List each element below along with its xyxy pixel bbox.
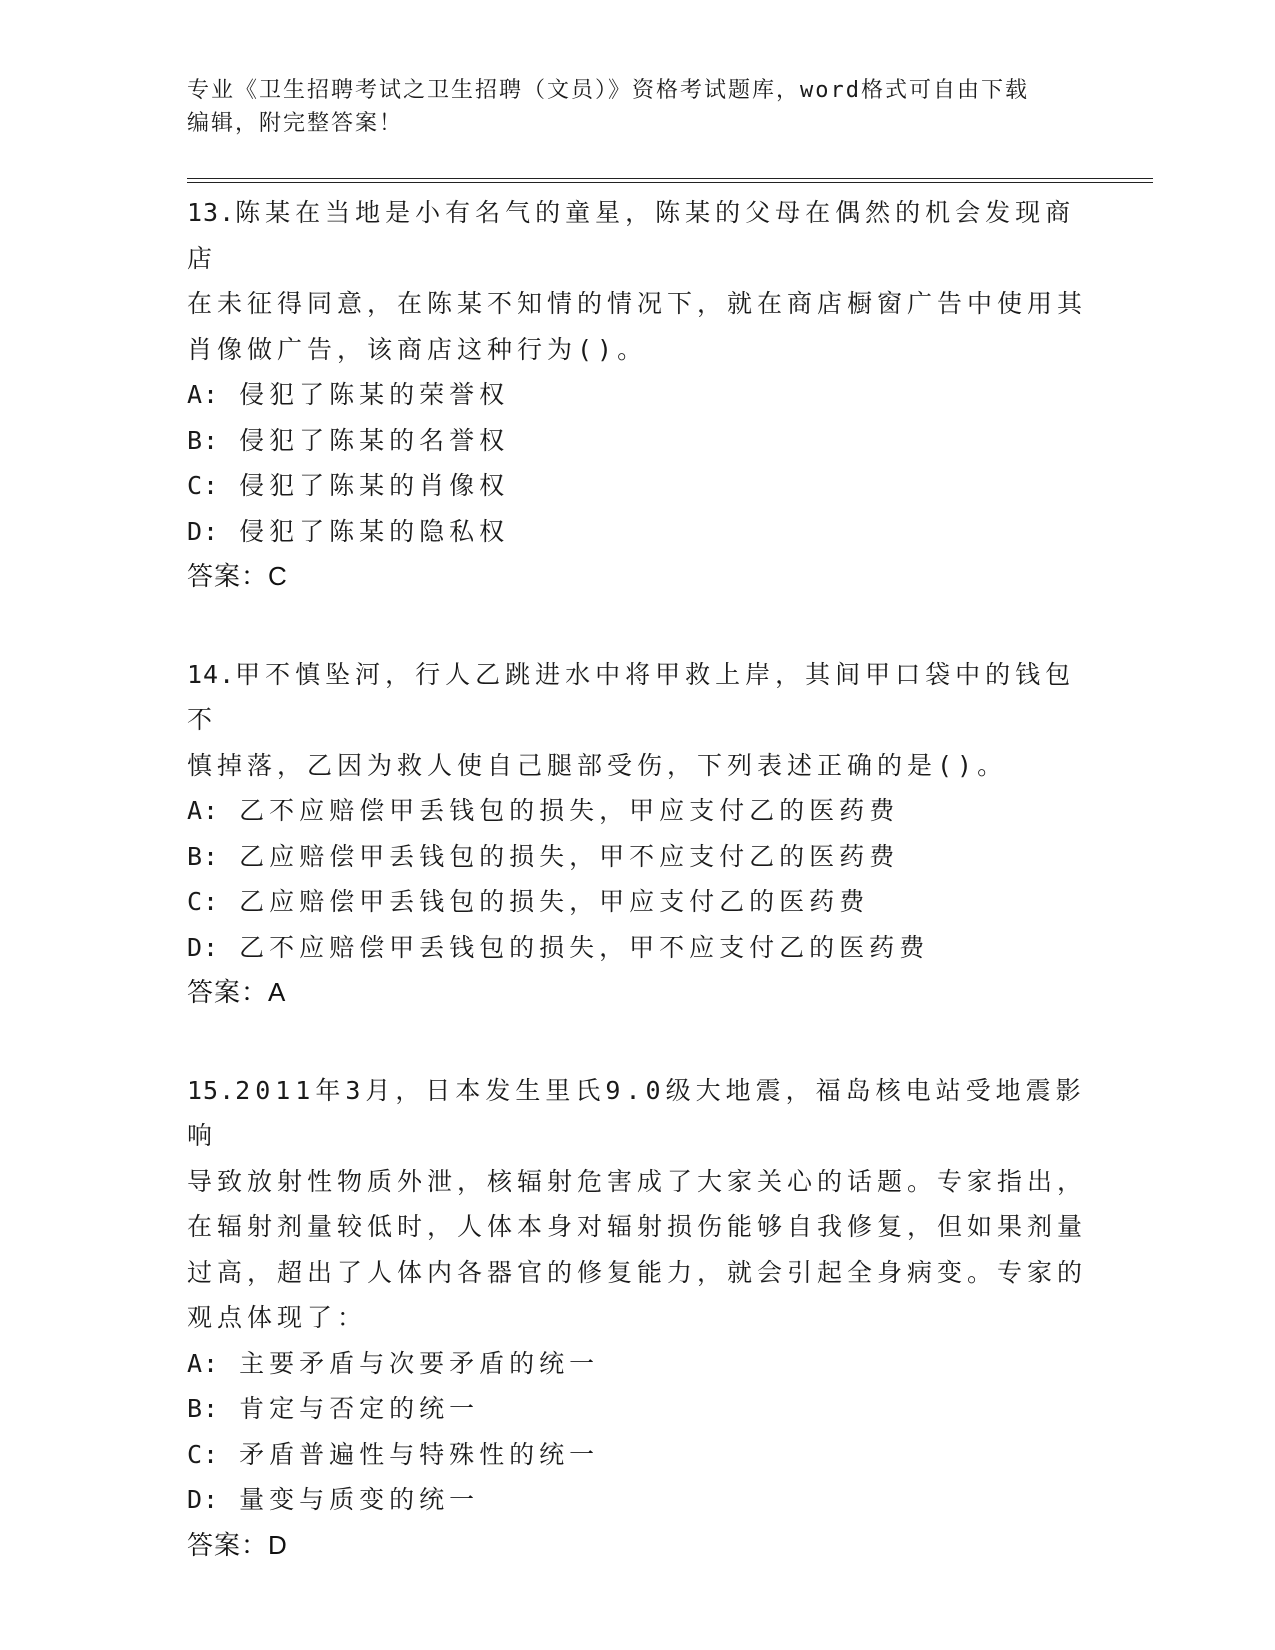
option-a [187, 1341, 1087, 1387]
question-text-line: 肖像做广告，该商店这种行为()。 [187, 334, 648, 364]
option-key: D: [187, 932, 220, 962]
option-key: A: [187, 796, 220, 825]
question-number: 15. [187, 1075, 236, 1105]
question-number: 14. [187, 659, 236, 689]
option-a [187, 788, 1087, 834]
question-number: 13. [187, 198, 236, 227]
option-text: 侵犯了陈某的隐私权 [239, 516, 510, 546]
question-15 [187, 1068, 1087, 1569]
question-text-line: 在辐射剂量较低时，人体本身对辐射损伤能够自我修复，但如果剂量 [187, 1212, 1088, 1241]
option-text: 乙不应赔偿甲丢钱包的损失，甲不应支付乙的医药费 [239, 932, 930, 962]
question-text-line: 14.甲不慎坠河，行人乙跳进水中将甲救上岸，其间甲口袋中的钱包不 [187, 659, 1076, 734]
question-text-line: 导致放射性物质外泄，核辐射危害成了大家关心的话题。专家指出， [187, 1166, 1088, 1196]
option-key: D: [187, 1485, 220, 1514]
option-key: C: [187, 471, 220, 500]
option-d [187, 1477, 1087, 1523]
question-text-line: 过高，超出了人体内各器官的修复能力，就会引起全身病变。专家的 [187, 1257, 1088, 1287]
option-d [187, 509, 1087, 555]
option-c [187, 879, 1087, 925]
option-text: 量变与质变的统一 [239, 1485, 480, 1514]
option-c [187, 463, 1087, 509]
option-key: D: [187, 516, 220, 546]
option-text: 侵犯了陈某的名誉权 [239, 425, 510, 455]
question-14 [187, 652, 1087, 1016]
question-list [187, 190, 1087, 1620]
answer-line: 答案：C [187, 561, 288, 591]
question-text-line: 观点体现了： [187, 1303, 368, 1332]
option-text: 主要矛盾与次要矛盾的统一 [239, 1348, 600, 1378]
option-text: 侵犯了陈某的荣誉权 [239, 380, 510, 409]
header-line-2: 编辑，附完整答案！ [187, 111, 404, 136]
option-key: A: [187, 1348, 220, 1378]
option-b [187, 834, 1087, 880]
option-text: 乙应赔偿甲丢钱包的损失，甲不应支付乙的医药费 [239, 841, 900, 871]
option-b [187, 418, 1087, 464]
option-text: 乙不应赔偿甲丢钱包的损失，甲应支付乙的医药费 [239, 796, 900, 825]
option-text: 矛盾普遍性与特殊性的统一 [239, 1439, 600, 1469]
option-key: A: [187, 380, 220, 409]
option-key: C: [187, 1439, 220, 1469]
answer-line: 答案：D [187, 1529, 288, 1560]
answer-line: 答案：A [187, 977, 287, 1007]
document-header [187, 74, 1087, 140]
option-key: B: [187, 841, 220, 871]
option-text: 肯定与否定的统一 [239, 1394, 480, 1423]
option-text: 侵犯了陈某的肖像权 [239, 471, 510, 500]
question-13 [187, 190, 1087, 600]
option-b [187, 1386, 1087, 1432]
header-line-1: 专业《卫生招聘考试之卫生招聘（文员）》资格考试题库，word格式可自由下载 [187, 78, 1029, 103]
option-key: B: [187, 425, 220, 455]
option-text: 乙应赔偿甲丢钱包的损失，甲应支付乙的医药费 [239, 887, 870, 916]
question-text-line: 13.陈某在当地是小有名气的童星，陈某的父母在偶然的机会发现商店 [187, 198, 1076, 273]
question-text-line: 慎掉落，乙因为救人使自己腿部受伤，下列表述正确的是()。 [187, 750, 1008, 780]
option-c [187, 1432, 1087, 1478]
option-d [187, 925, 1087, 971]
header-divider [187, 178, 1153, 183]
question-text-line: 在未征得同意，在陈某不知情的情况下，就在商店橱窗广告中使用其 [187, 289, 1088, 318]
option-key: C: [187, 887, 220, 916]
option-a [187, 372, 1087, 418]
question-text-line: 15.2011年3月，日本发生里氏9.0级大地震，福岛核电站受地震影响 [187, 1075, 1086, 1150]
option-key: B: [187, 1394, 220, 1423]
